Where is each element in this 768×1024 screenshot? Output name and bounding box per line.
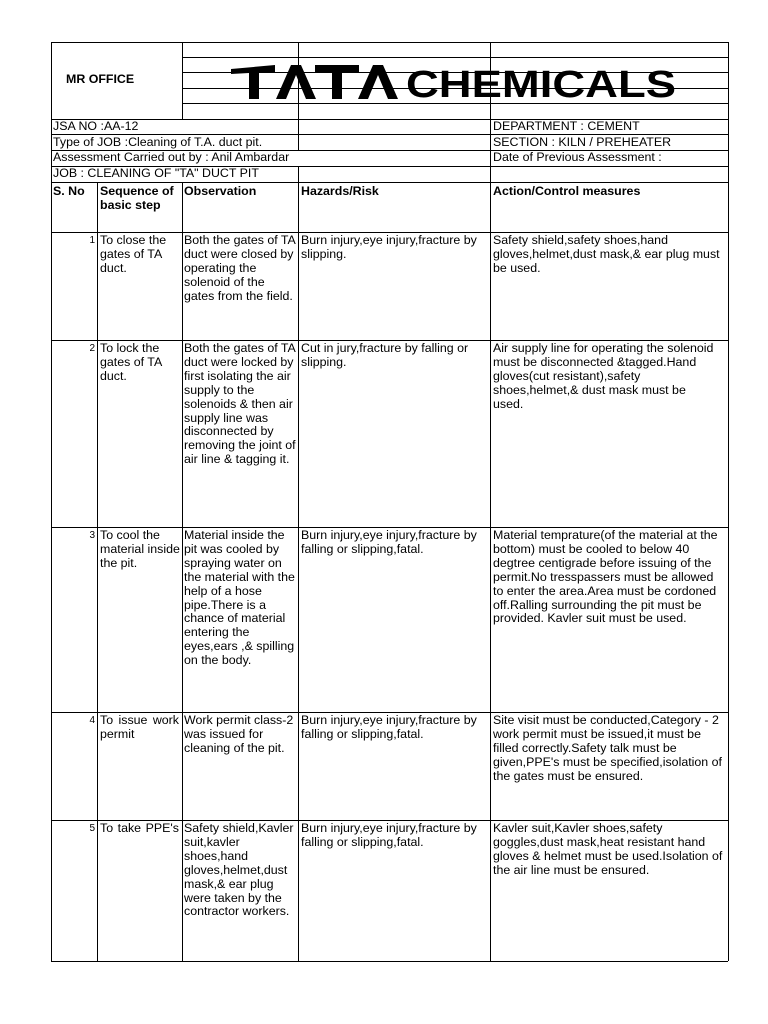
row-step: To lock the gates of TA duct. (100, 341, 162, 383)
jsa-number: JSA NO :AA-12 (53, 119, 139, 133)
row-hazard: Burn injury,eye injury,fracture by falling or slipping,fatal. (301, 528, 477, 556)
grid-line (51, 961, 728, 962)
row-hazard: Burn injury,eye injury,fracture by falling or slipping,fatal. (301, 821, 477, 849)
row-action: Site visit must be conducted,Category - 2 work permit must be issued,it must be filled correctly.Safety talk must be given,PPE's must be specified,isolation of the gates must be ensured. (493, 713, 722, 783)
grid-line (182, 42, 183, 119)
row-number: 1 (89, 235, 95, 246)
type-of-job: Type of JOB :Cleaning of T.A. duct pit. (53, 135, 263, 149)
column-header-action: Action/Control measures (493, 184, 641, 198)
row-step: To take PPE's (100, 821, 179, 835)
svg-text:CHEMICALS: CHEMICALS (406, 64, 676, 101)
assessment-by: Assessment Carried out by : Anil Ambardar (53, 150, 290, 164)
row-hazard: Burn injury,eye injury,fracture by slipping. (301, 233, 477, 261)
grid-line (298, 119, 299, 150)
column-header-observation: Observation (184, 184, 257, 198)
section: SECTION : KILN / PREHEATER (493, 135, 672, 149)
row-step: To cool the material inside the pit. (100, 528, 180, 570)
column-header-sno: S. No (53, 184, 85, 198)
row-number: 4 (89, 715, 95, 726)
row-observation: Work permit class-2 was issued for cleaning of the pit. (184, 713, 294, 755)
grid-line (298, 166, 299, 961)
row-action: Kavler suit,Kavler shoes,safety goggles,dust mask,heat resistant hand gloves & helmet must be used.Isolation of the air line must be ensured. (493, 821, 723, 877)
row-action: Safety shield,safety shoes,hand gloves,helmet,dust mask,& ear plug must be used. (493, 233, 720, 275)
row-step: To close the gates of TA duct. (100, 233, 167, 275)
row-number: 5 (89, 823, 95, 834)
row-hazard: Cut in jury,fracture by falling or slipping. (301, 341, 469, 369)
row-action: Material temprature(of the material at the bottom) must be cooled to below 40 degtree centigrade before issuing of the permit.No tresspassers must be allowed to enter the area.Area must be cordoned off.Ralling surrounding the pit must be provided. Kavler suit must be used. (493, 528, 718, 626)
office-label: MR OFFICE (66, 72, 135, 86)
row-observation: Both the gates of TA duct were locked by first isolating the air supply to the solenoids & then air supply line was disconnected by removing the joint of air line & tagging it. (184, 341, 296, 467)
row-observation: Safety shield,Kavler suit,kavler shoes,hand gloves,helmet,dust mask,& ear plug were taken by the contractor workers. (184, 821, 294, 919)
tata-chemicals-logo (231, 63, 677, 101)
grid-line (182, 182, 183, 961)
grid-line (490, 182, 491, 961)
row-step: To issue work permit (100, 713, 179, 741)
grid-line (182, 103, 728, 104)
row-observation: Both the gates of TA duct were closed by operating the solenoid of the gates from the field. (184, 233, 296, 303)
table-border-right (728, 42, 729, 961)
row-number: 3 (89, 530, 95, 541)
row-observation: Material inside the pit was cooled by spraying water on the material with the help of a hose pipe.There is a chance of material entering the eyes,ears ,& spilling on the body. (184, 528, 295, 668)
grid-line (490, 119, 491, 182)
row-hazard: Burn injury,eye injury,fracture by falling or slipping,fatal. (301, 713, 477, 741)
department: DEPARTMENT : CEMENT (493, 119, 640, 133)
row-action: Air supply line for operating the solenoid must be disconnected &tagged.Hand gloves(cut resistant),safety shoes,helmet,& dust mask must be used. (493, 341, 714, 411)
column-header-sequence: Sequence of basic step (100, 184, 174, 212)
grid-line (51, 182, 728, 183)
grid-line (182, 57, 728, 58)
date-previous-assessment: Date of Previous Assessment : (493, 150, 662, 164)
job-title: JOB : CLEANING OF "TA" DUCT PIT (53, 166, 259, 180)
table-border-top (51, 42, 728, 43)
column-header-hazards: Hazards/Risk (301, 184, 379, 198)
table-border-left (51, 42, 52, 961)
grid-line (97, 182, 98, 961)
row-number: 2 (89, 343, 95, 354)
